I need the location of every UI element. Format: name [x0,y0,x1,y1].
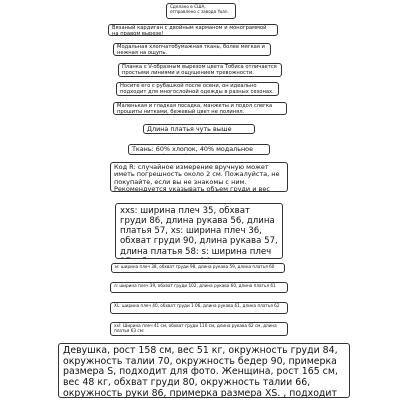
note-composition: Ткань: 60% хлопок, 40% модальное [128,144,270,155]
note-origin: Сделано в США, отправлено с завода Yuan. [166,3,236,19]
note-fit: Маленькая и гладкая посадка, манжеты и подол слегка прошиты нитками, бежевый цвет не полинял. [113,102,287,115]
note-cardigan: Вязаный кардиган с двойным карманом и монограммой на правом вырезе! [108,24,278,36]
model-fit-info: Девушка, рост 158 см, вес 51 кг, окружность груди 84, окружность талии 70, окружность бедер 90, примерка размера S, подходит для фото. Женщина, рост 165 см, вес 48 кг, обхват груди 80, окружность талии 66, окружность руки 86, примерка размера XS. , подходит [58,343,350,398]
note-fabric-soft: Модальная хлопчатобумажная ткань, более мягкая и нежная на ощупь. [113,43,271,56]
size-m: м: ширина плеч 38, обхват груди 98, длина рукава 59, длина платья 60 [111,263,285,273]
note-length: Длина платья чуть выше [143,124,255,134]
note-layering: Носите его с рубашкой после осени, он идеально подходит для многослойной одежды в разных сезонах. [116,82,279,96]
note-placket: Планка с V-образным вырезом цвета Тобиса отличается простыми линиями и ощущением тревожности. [118,63,282,77]
measurement-disclaimer: Код R: случайное измерение вручную может иметь погрешность около 2 см. Пожалуйста, не покупайте, если вы не знакомы с ним. Рекомендуется указывать объем груди и вес [110,162,288,192]
size-table-xxs-s: xxs: ширина плеч 35, обхват груди 86, длина рукава 56, длина платья 57, xs: ширина плеч 36, обхват груди 90, длина рукава 57, длина платья 58: s: ширина плеч [115,203,283,259]
size-xl: XL: ширина плеч 40, обхват груди 1 06, длина рукава 61, длина платья 62 [110,302,288,314]
size-xxl: xxl: Ширина плеч 41 см, обхват груди 110 см, длина рукава 62 см, длина платья 63 см: [110,322,288,336]
size-l: л: ширина плеч 39, обхват груди 102, длина рукава 60, длина платья 61 [110,282,288,293]
